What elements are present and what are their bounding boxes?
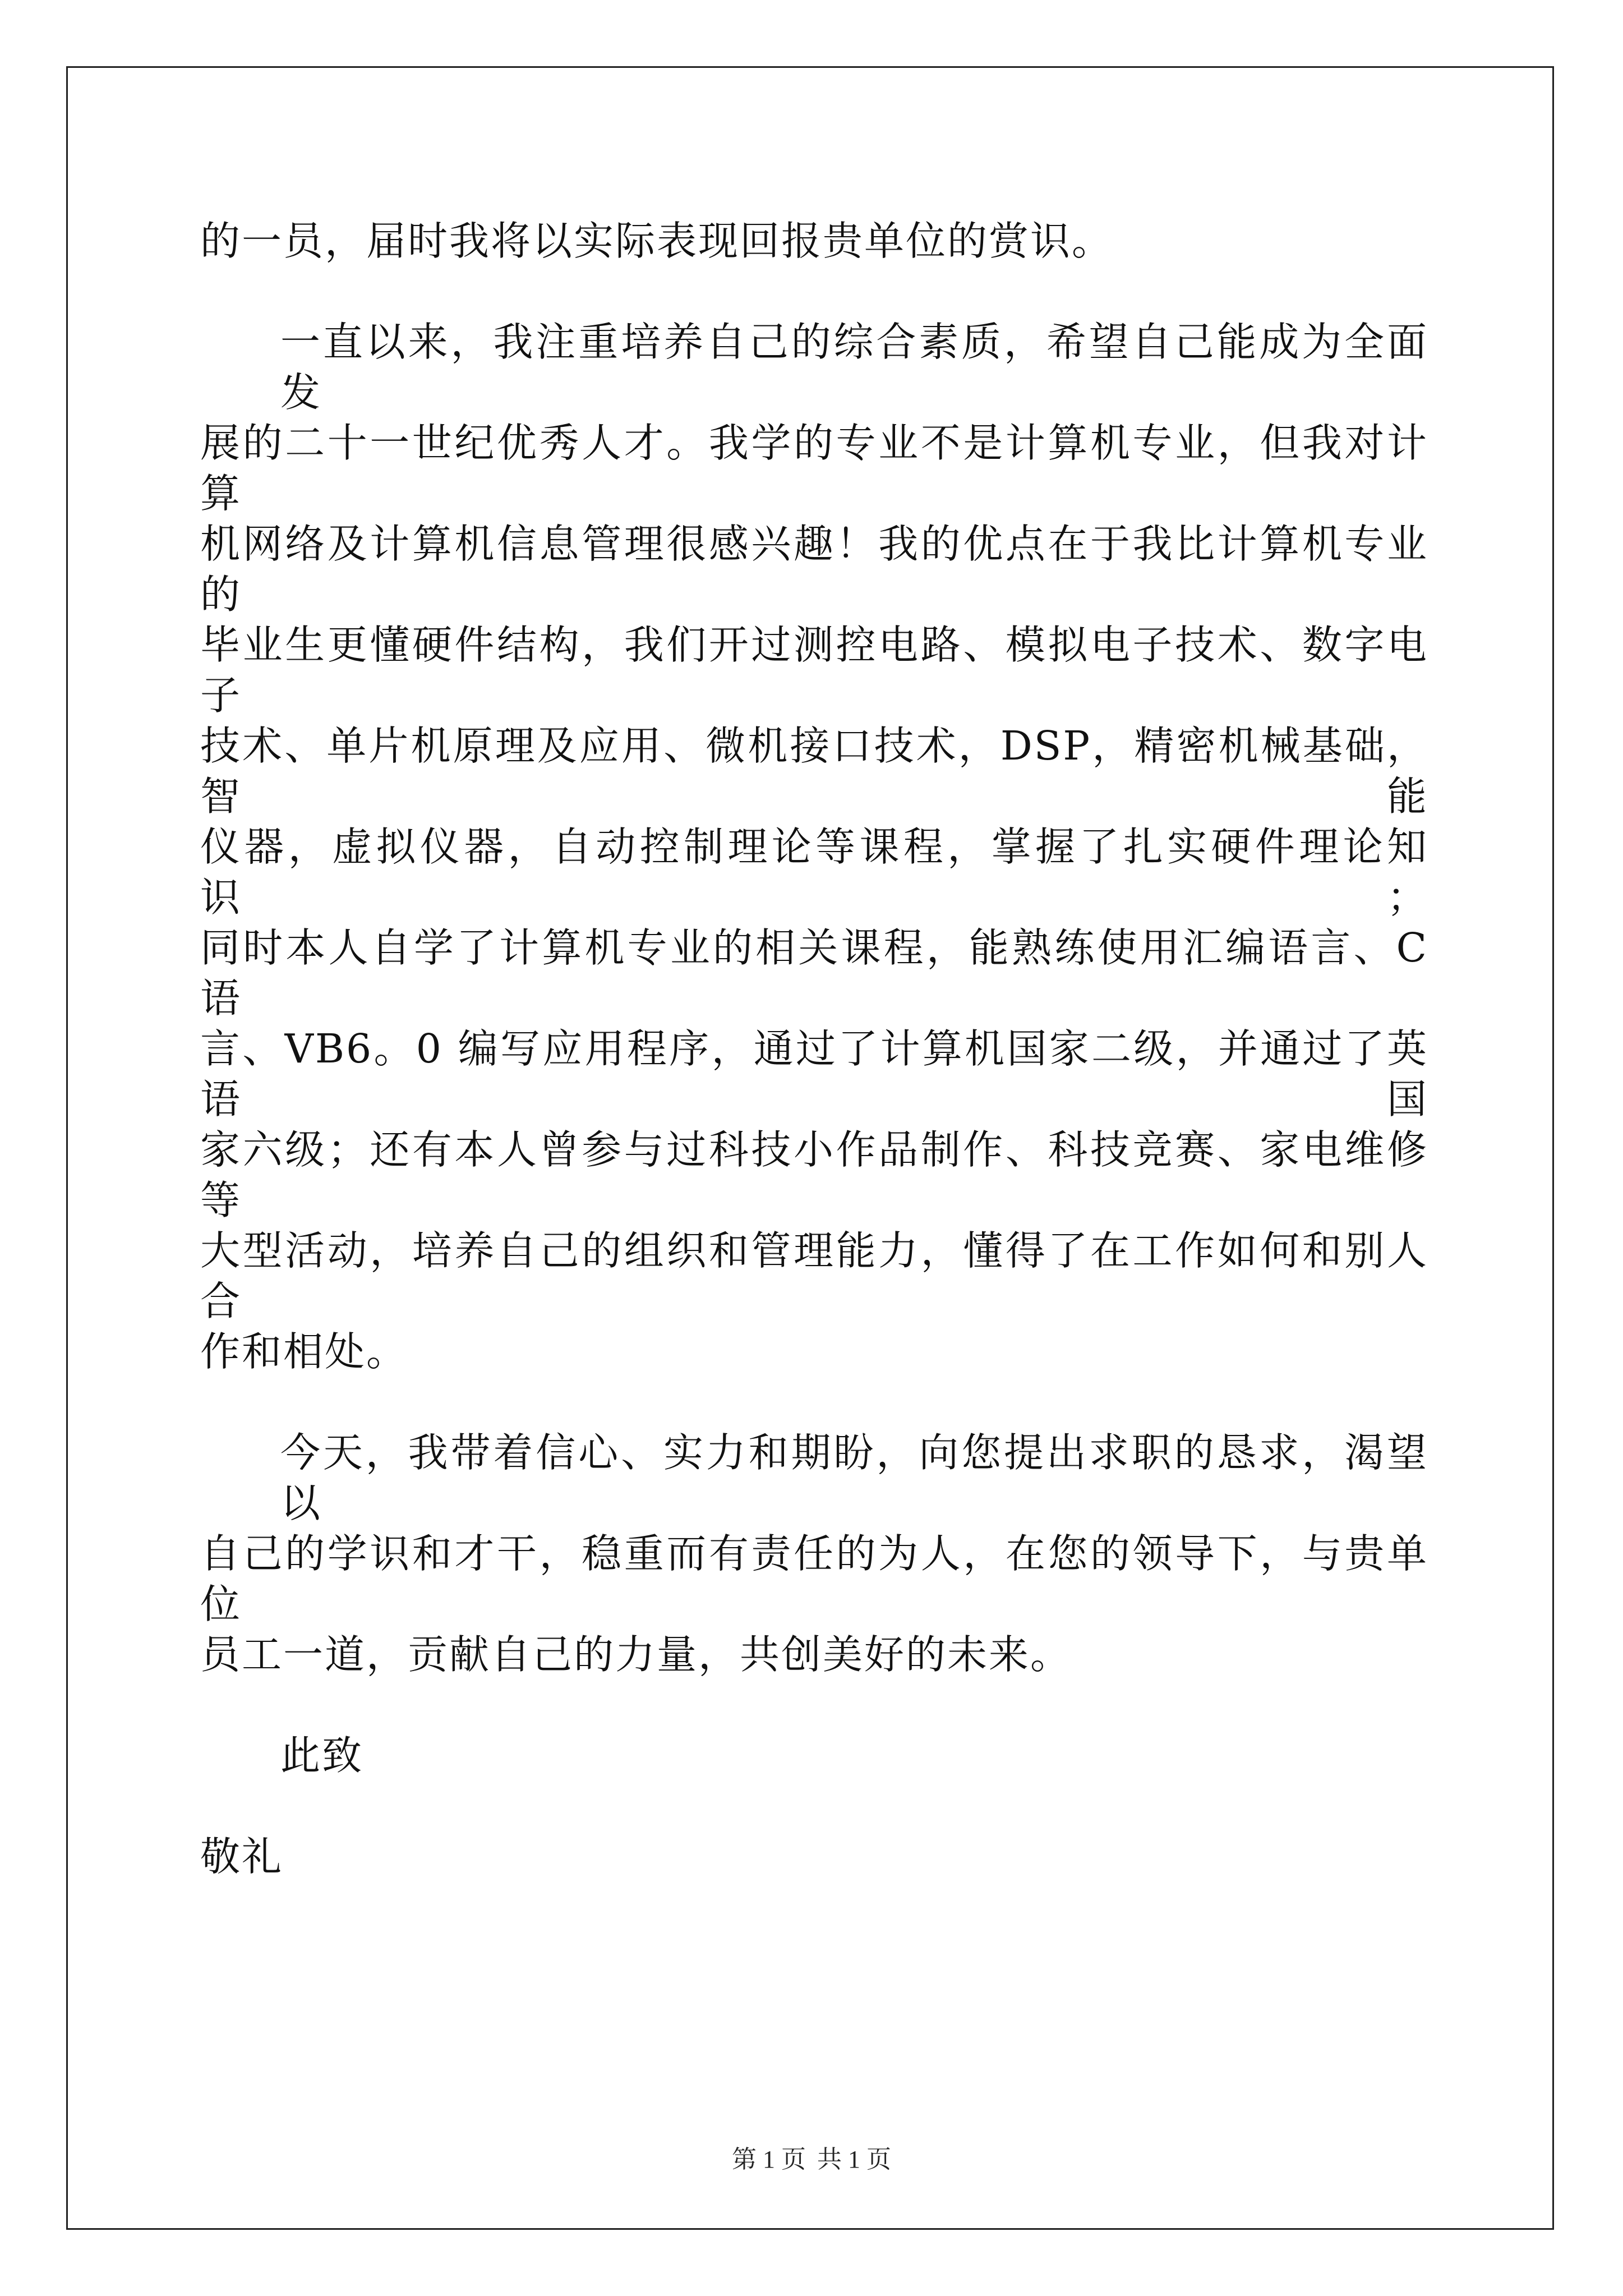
text-line-2: 一直以来，我注重培养自己的综合素质，希望自己能成为全面发	[280, 319, 1428, 416]
closing-salutation: 此致	[280, 1732, 364, 1779]
page-total: 共 1 页	[817, 2146, 891, 2173]
text-line-9: 言、VB6。0 编写应用程序，通过了计算机国家二级，并通过了英语国	[200, 1025, 1428, 1122]
page-number: 第 1 页	[732, 2146, 806, 2173]
text-line-5: 毕业生更懂硬件结构，我们开过测控电路、模拟电子技术、数字电子	[200, 622, 1428, 719]
text-line-8: 同时本人自学了计算机专业的相关课程，能熟练使用汇编语言、C 语	[200, 924, 1428, 1022]
page-footer	[0, 2143, 1623, 2177]
closing-regards: 敬礼	[200, 1833, 284, 1880]
text-line-1: 的一员，届时我将以实际表现回报贵单位的赏识。	[200, 218, 1114, 264]
text-line-3: 展的二十一世纪优秀人才。我学的专业不是计算机专业，但我对计算	[200, 420, 1428, 517]
text-line-7: 仪器，虚拟仪器，自动控制理论等课程，掌握了扎实硬件理论知识；	[200, 823, 1428, 921]
text-line-6: 技术、单片机原理及应用、微机接口技术，DSP，精密机械基础，智能	[200, 723, 1428, 820]
text-line-14: 自己的学识和才干，稳重而有责任的为人，在您的领导下，与贵单位	[200, 1530, 1428, 1627]
text-line-10: 家六级；还有本人曾参与过科技小作品制作、科技竞赛、家电维修等	[200, 1126, 1428, 1223]
text-line-13: 今天，我带着信心、实力和期盼，向您提出求职的恳求，渴望以	[280, 1429, 1428, 1526]
text-line-11: 大型活动，培养自己的组织和管理能力，懂得了在工作如何和别人合	[200, 1227, 1428, 1324]
text-line-4: 机网络及计算机信息管理很感兴趣！我的优点在于我比计算机专业的	[200, 521, 1428, 618]
text-line-12: 作和相处。	[200, 1328, 408, 1375]
text-line-15: 员工一道，贡献自己的力量，共创美好的未来。	[200, 1631, 1072, 1678]
